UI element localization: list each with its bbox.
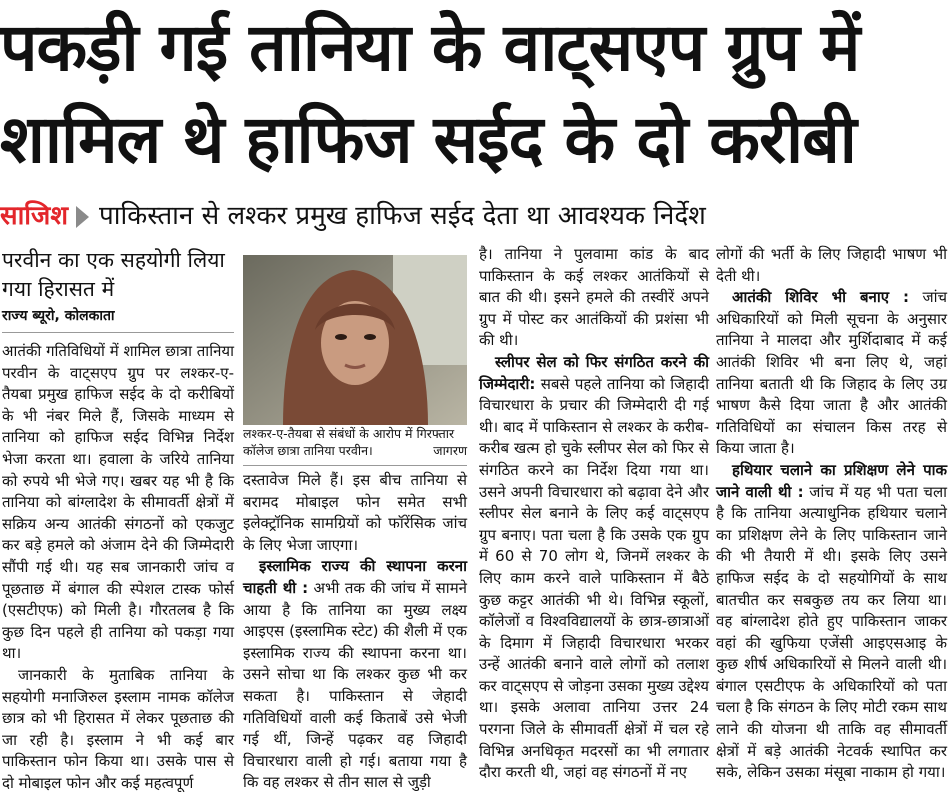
subhead-lead: स्लीपर सेल को फिर संगठित करने की जिम्मेदारी:: [479, 352, 709, 393]
paragraph: लोगों की भर्ती के लिए जिहादी भाषण भी देती थी।: [716, 245, 947, 285]
paragraph: है। तानिया ने पुलवामा कांड के बाद पाकिस्तान के कई लश्कर आतंकियों से बात की थी। इसने हमले की तस्वीरें अपने ग्रुप में पोस्ट कर आतंकियों की प्रशंसा भी की थी।: [479, 245, 709, 350]
subhead-lead: आतंकी शिविर भी बनाए :: [732, 288, 909, 307]
byline: राज्य ब्यूरो, कोलकाता: [2, 304, 234, 333]
triangle-arrow-icon: [76, 206, 89, 228]
paragraph: [716, 460, 947, 784]
paragraph: दस्तावेज मिले हैं। इस बीच तानिया से बरामद मोबाइल फोन समेत सभी इलेक्ट्रॉनिक सामग्रियों को फॉरेंसिक जांच के लिए भेजा जाएगा।: [243, 471, 467, 554]
paragraph-text: जांच में यह भी पता चला है कि तानिया अत्याधुनिक हथियार चलाने का प्रशिक्षण लेने के लिए पाकिस्तान जाने की भी तैयारी में थी। इसके लिए उसने हाफिज सईद के दो सहयोगियों के साथ बातचीत कर सबकुछ तय कर लिया था। वह बांग्लादेश होते हुए पाकिस्तान जाकर वहां की खुफिया एजेंसी आइएसआइ के कुछ शीर्ष अधिकारियों से मिलने वाली थी। बंगाल एसटीएफ के अधिकारियों को पता चला है कि संगठन के लिए मोटी रकम साथ लाने की योजना थी ताकि वह सीमावर्ती क्षेत्रों में बड़े आतंकी नेटवर्क स्थापित कर सके, लेकिन उसका मंसूबा नाकाम हो गया।: [716, 482, 947, 782]
caption-text: लश्कर-ए-तैयबा से संबंधों के आरोप में गिरफ्तार कॉलेज छात्रा तानिया परवीन।: [243, 426, 455, 458]
news-photo: [243, 255, 467, 425]
paragraph: [716, 287, 947, 460]
subheadline: [0, 196, 949, 236]
photo-credit: जागरण: [433, 443, 467, 458]
headline-line-1: पकड़ी गई तानिया के वाट्सएप ग्रुप में: [0, 9, 860, 86]
photo-illustration: [243, 255, 467, 425]
column-4: [716, 244, 947, 784]
side-story-headline: परवीन का एक सहयोगी लिया गया हिरासत में: [2, 248, 225, 301]
subhead-lead: इस्लामिक राज्य की स्थापना करना चाहती थी :: [243, 557, 467, 597]
headline-line-2: शामिल थे हाफिज सईद के दो करीबी: [0, 101, 856, 178]
paragraph-text: सबसे पहले तानिया को जिहादी विचारधारा के प्रचार की जिम्मेदारी दी गई थी। बाद में पाकिस्तान से लश्कर के करीब-करीब खत्म हो चुके स्लीपर सेल को फिर से संगठित करने का निर्देश दिया गया था। उसने अपनी विचारधारा को बढ़ावा देने और स्लीपर सेल बनाने के लिए कई वाट्सएप ग्रुप बनाए। पता चला है कि उसके एक ग्रुप में 60 से 70 लोग थे, जिनमें लश्कर के लिए काम करने वाले पाकिस्तान में बैठे कुछ कट्टर आतंकी भी थे। विभिन्न स्कूलों, कॉलेजों व विश्वविद्यालयों के छात्र-छात्राओं के दिमाग में जिहादी विचारधारा भरकर उन्हें आतंकी बनाने वाले लोगों को तलाश कर वाट्सएप से जोड़ना उसका मुख्य उद्देश्य था। इसके अलावा तानिया उत्तर 24 परगना जिले के सीमावर्ती क्षेत्रों में चल रहे विभिन्न अनधिकृत मदरसों का भी लगातार दौरा करती थी, जहां वह संगठनों में नए: [479, 374, 709, 782]
kicker-label: साजिश: [0, 201, 69, 231]
column-2: [243, 470, 467, 794]
subheadline-text: पाकिस्तान से लश्कर प्रमुख हाफिज सईद देता था आवश्यक निर्देश: [99, 201, 706, 231]
column-3: [479, 244, 709, 784]
paragraph: जानकारी के मुताबिक तानिया के सहयोगी मनाजिरुल इस्लाम नामक कॉलेज छात्र को भी हिरासत में लेकर पूछताछ की जा रही है। इस्लाम ने भी कई बार पाकिस्तान फोन किया था। उसके पास से दो मोबाइल फोन और कई महत्वपूर्ण: [2, 665, 234, 792]
paragraph: [479, 352, 709, 784]
photo-caption: [243, 425, 467, 466]
paragraph-text: जांच अधिकारियों को मिली सूचना के अनुसार तानिया ने मालदा और मुर्शिदाबाद में कई आतंकी शिविर भी बना लिए थे, जहां तानिया बताती थी कि जिहाद के लिए उग्र भाषण कैसे दिया जाता है और आतंकी गतिविधियों का संचालन किस तरह से किया जाता है।: [716, 288, 947, 458]
column-1: [2, 246, 234, 794]
paragraph-text: अभी तक की जांच में सामने आया है कि तानिया का मुख्य लक्ष्य आइएस (इस्लामिक स्टेट) की शैली में एक इस्लामिक राज्य की स्थापना करना था। उसने सोचा था कि लश्कर कुछ भी कर सकता है। पाकिस्तान से जेहादी गतिविधियों वाली कई किताबें उसे भेजी गई थीं, जिन्हें पढ़कर वह जिहादी विचारधारा वाली हो गई। बताया गया है कि वह लश्कर से तीन साल से जुड़ी: [243, 578, 467, 792]
paragraph: [243, 556, 467, 794]
paragraph: आतंकी गतिविधियों में शामिल छात्रा तानिया परवीन के वाट्सएप ग्रुप पर लश्कर-ए-तैयबा प्रमुख हाफिज सईद के दो करीबियों के भी नंबर मिले हैं, जिसके माध्यम से तानिया को हाफिज सईद विभिन्न निर्देश भेजा करता था। हवाला के जरिये तानिया को रुपये भी भेजे गए। खबर यह भी है कि तानिया को बांग्लादेश के सीमावर्ती क्षेत्रों में सक्रिय अन्य आतंकी संगठनों को एकजुट कर बड़े हमले को अंजाम देने की जिम्मेदारी सौंपी गई थी। यह सब जानकारी जांच व पूछताछ में बंगाल की स्पेशल टास्क फोर्स (एसटीएफ) को मिली है। गौरतलब है कि कुछ दिन पहले ही तानिया को पकड़ा गया था।: [2, 342, 234, 663]
subhead-lead: हथियार चलाने का प्रशिक्षण लेने पाक जाने वाली थी :: [716, 460, 947, 501]
